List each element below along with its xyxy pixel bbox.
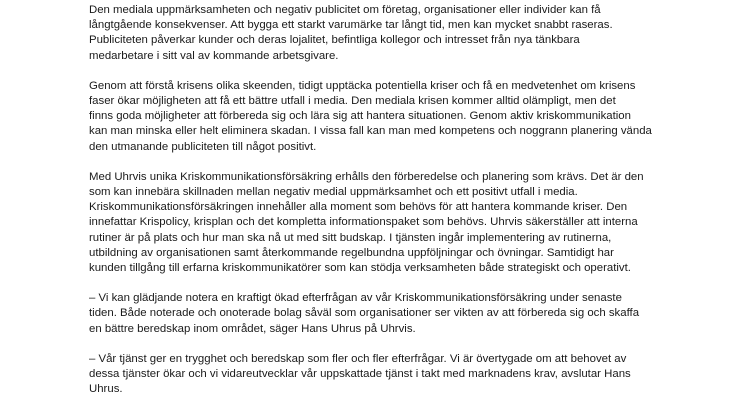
text-line: kunden tillgång till erfarna kriskommunikatörer som kan stödja verksamheten både strategiskt och operativt. — [89, 262, 631, 275]
text-line: Den mediala uppmärksamheten och negativ publicitet om företag, organisationer eller individer kan få — [89, 4, 601, 16]
text-line: tiden. Både noterade och onoterade bolag såväl som organisationer ser vikten av att förbereda sig och skaffa — [89, 307, 640, 320]
text-line: – Vi kan glädjande notera en kraftigt ökad efterfrågan av vår Kriskommunikationsförsäkring under senaste — [89, 292, 622, 305]
text-line: den utmanande publiciteten till något positivt. — [89, 140, 317, 153]
text-line: Uhrus. — [89, 383, 123, 396]
paragraph-quote-2 — [89, 352, 689, 398]
text-line: Genom att förstå krisens olika skeenden, tidigt upptäcka potentiella kriser och få en medvetenhet om krisens — [89, 79, 636, 92]
paragraph-insurance — [89, 170, 689, 276]
document-body — [89, 0, 689, 412]
text-line: innefattar Krispolicy, krisplan och det kompletta informationspaket som behövs. Uhrvis säkerställer att interna — [89, 216, 638, 229]
text-line: Publiciteten påverkar kunder och deras lojalitet, befintliga kollegor och intresset från nya tänkbara — [89, 34, 580, 47]
text-line: som kan innebära skillnaden mellan negativ medial uppmärksamhet och ett positivt utfall i media. — [89, 186, 578, 199]
text-line: faser ökar möjligheten att få ett bättre utfall i media. Den mediala krisen kommer alltid olämpligt, men det — [89, 95, 616, 108]
text-line: kan man minska eller helt eliminera skadan. I vissa fall kan man med kompetens och noggrann planering vända — [89, 125, 652, 138]
text-line: – Vår tjänst ger en trygghet och beredskap som fler och fler efterfrågar. Vi är övertygade om att behovet av — [89, 352, 627, 365]
paragraph-quote-1 — [89, 291, 689, 337]
text-line: en bättre beredskap inom området, säger Hans Uhrus på Uhrvis. — [89, 322, 416, 335]
text-line: Kriskommunikationsförsäkringen innehåller alla moment som behövs för att hantera kommande kriser. Den — [89, 201, 628, 214]
text-line: finns goda möjligheter att förbereda sig och lära sig att hantera situationen. Genom aktiv kriskommunikation — [89, 110, 631, 123]
text-line: utbildning av organisationen samt återkommande regelbundna uppföljningar och övningar. Samtidigt har — [89, 246, 614, 259]
paragraph-crisis-phases — [89, 79, 689, 155]
text-line: rutiner är på plats och hur man ska nå ut med sitt budskap. I tjänsten ingår implementering av rutinerna, — [89, 231, 612, 244]
text-line: medarbetare i sitt val av kommande arbetsgivare. — [89, 49, 339, 62]
text-line: långtgående konsekvenser. Att bygga ett starkt varumärke tar långt tid, men kan mycket snabbt raseras. — [89, 19, 613, 32]
text-line: Med Uhrvis unika Kriskommunikationsförsäkring erhålls den förberedelse och planering som krävs. Det är den — [89, 170, 644, 183]
text-line: dessa tjänster ökar och vi vidareutvecklar vår uppskattade tjänst i takt med marknadens krav, avslutar Hans — [89, 368, 631, 381]
paragraph-intro — [89, 3, 689, 64]
